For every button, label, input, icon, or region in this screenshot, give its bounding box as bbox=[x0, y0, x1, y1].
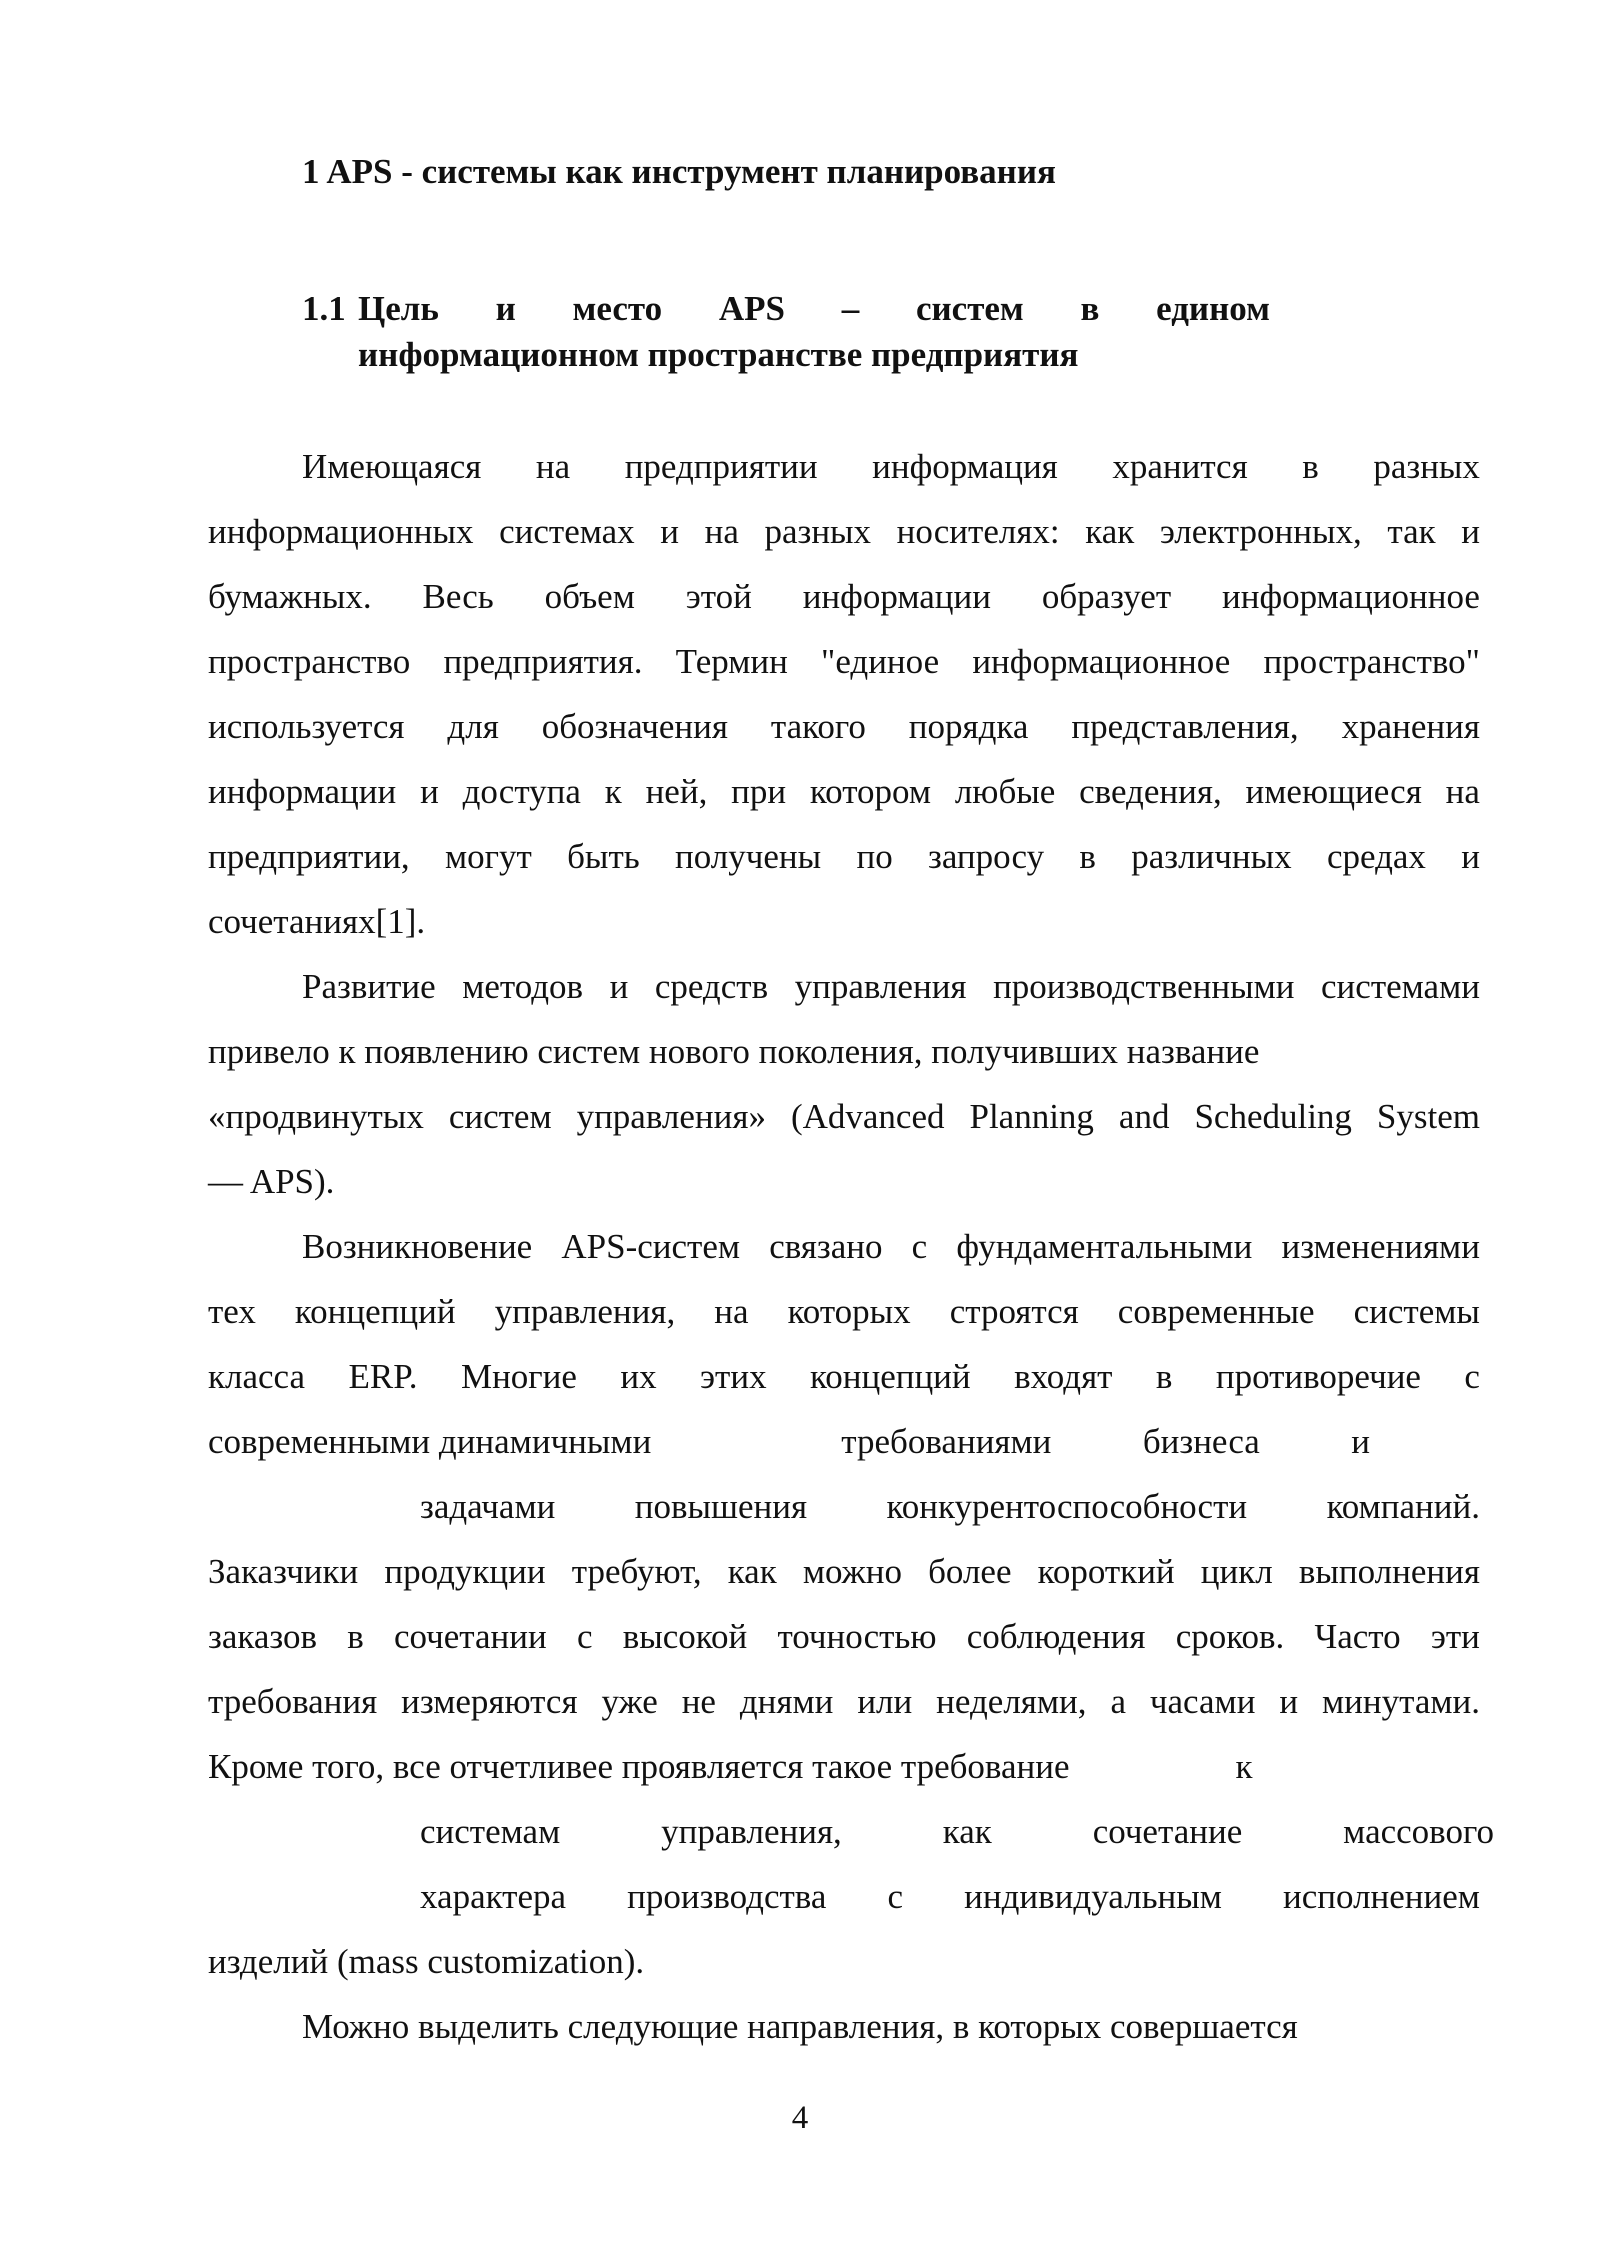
text-line: характера производства с индивидуальным исполнением bbox=[420, 1877, 1480, 1916]
text-line: используется для обозначения такого порядка представления, хранения bbox=[208, 707, 1480, 746]
subsection-title-line-2: информационном пространстве предприятия bbox=[358, 335, 1079, 374]
text-line: Кроме того, все отчетливее проявляется такое требование к bbox=[208, 1747, 1253, 1786]
text-line: тех концепций управления, на которых строятся современные системы bbox=[208, 1292, 1480, 1331]
text-line: информации и доступа к ней, при котором любые сведения, имеющиеся на bbox=[208, 772, 1480, 811]
heading-word: место bbox=[572, 289, 663, 328]
subsection-title-line-1 bbox=[358, 286, 1270, 332]
text-line: требования измеряются уже не днями или неделями, а часами и минутами. bbox=[208, 1682, 1480, 1721]
text-line: Имеющаяся на предприятии информация хранится в разных bbox=[302, 447, 1480, 486]
subsection-number: 1.1 bbox=[302, 289, 346, 328]
text-line: бумажных. Весь объем этой информации образует информационное bbox=[208, 577, 1480, 616]
page-number: 4 bbox=[791, 2100, 809, 2136]
body-text bbox=[208, 434, 1494, 2059]
text-line: Развитие методов и средств управления производственными системами bbox=[302, 967, 1480, 1006]
heading-word: систем bbox=[915, 289, 1024, 328]
heading-word: в bbox=[1080, 289, 1100, 328]
text-line: заказов в сочетании с высокой точностью соблюдения сроков. Часто эти bbox=[208, 1617, 1480, 1656]
text-line: пространство предприятия. Термин "единое информационное пространство" bbox=[208, 642, 1480, 681]
section-heading: 1 APS - системы как инструмент планирования bbox=[302, 152, 1056, 191]
text-line: предприятии, могут быть получены по запросу в различных средах и bbox=[208, 837, 1480, 876]
text-line: задачами повышения конкурентоспособности компаний. bbox=[420, 1487, 1480, 1526]
text-line: привело к появлению систем нового поколения, получивших название bbox=[208, 1032, 1260, 1071]
text-line: сочетаниях[1]. bbox=[208, 902, 426, 941]
text-line: системам управления, как сочетание массового bbox=[420, 1812, 1494, 1851]
text-line: класса ERP. Многие их этих концепций входят в противоречие с bbox=[208, 1357, 1480, 1396]
text-line: — APS). bbox=[208, 1162, 335, 1201]
text-line: Возникновение APS-систем связано с фундаментальными изменениями bbox=[302, 1227, 1480, 1266]
text-line: «продвинутых систем управления» (Advanced Planning and Scheduling System bbox=[208, 1097, 1480, 1136]
heading-word: и bbox=[495, 289, 516, 328]
text-line: Заказчики продукции требуют, как можно более короткий цикл выполнения bbox=[208, 1552, 1480, 1591]
heading-word: APS bbox=[718, 289, 785, 328]
text-line: изделий (mass customization). bbox=[208, 1942, 645, 1981]
heading-word: Цель bbox=[358, 289, 439, 328]
text-line: Можно выделить следующие направления, в которых совершается bbox=[302, 2007, 1298, 2046]
text-line: информационных системах и на разных носителях: как электронных, так и bbox=[208, 512, 1480, 551]
subsection-heading bbox=[302, 286, 1270, 378]
heading-word: едином bbox=[1156, 289, 1270, 328]
heading-word: – bbox=[841, 289, 860, 328]
text-line: современными динамичными требованиями бизнеса и bbox=[208, 1422, 1370, 1461]
